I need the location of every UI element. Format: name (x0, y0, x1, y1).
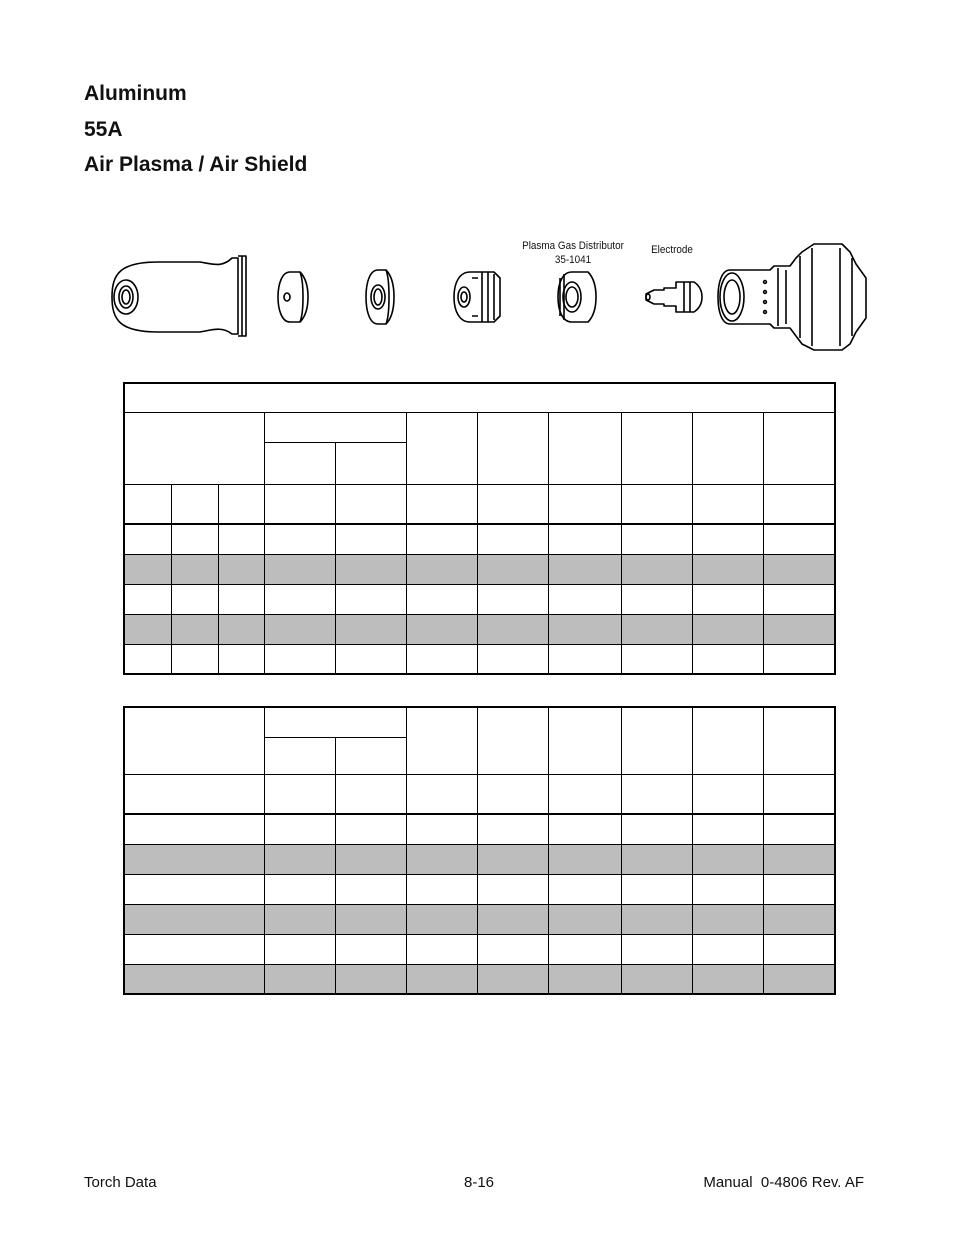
gas-distributor-number: 35-1041 (554, 254, 592, 266)
gas-distributor-part (558, 272, 596, 322)
table-row (124, 934, 835, 964)
tip-part (366, 270, 394, 324)
header-cell (335, 737, 406, 774)
torch-parts-illustration (0, 230, 954, 360)
torch-parts-drawing (0, 230, 954, 360)
header-cell (763, 412, 835, 484)
cartridge-part (454, 272, 500, 322)
header-cell (264, 737, 335, 774)
table-title-row (124, 383, 835, 412)
header-cell (406, 412, 477, 484)
header-cell (763, 707, 835, 774)
table-row (124, 964, 835, 994)
header-cell (335, 442, 406, 484)
header-cell (264, 412, 406, 442)
table-row (124, 844, 835, 874)
header-row (124, 412, 835, 442)
header-cell (692, 412, 763, 484)
footer-page-number: 8-16 (464, 1174, 495, 1191)
gas-heading: Air Plasma / Air Shield (84, 153, 308, 176)
header-cell (692, 707, 763, 774)
amperage-heading: 55A (84, 118, 123, 141)
table-row (124, 614, 835, 644)
header-cell (264, 442, 335, 484)
table-row (124, 814, 835, 844)
header-cell (621, 707, 692, 774)
header-cell (548, 412, 621, 484)
table-row (124, 874, 835, 904)
table-row (124, 904, 835, 934)
shield-part (278, 272, 308, 322)
header-cell (264, 707, 406, 737)
electrode-part (646, 282, 702, 312)
header-cell (477, 412, 548, 484)
footer-manual-number: Manual 0-4806 Rev. AF (703, 1174, 864, 1191)
header-cell (124, 707, 264, 774)
footer-section-title: Torch Data (84, 1174, 157, 1191)
header-cell (548, 707, 621, 774)
header-cell (406, 707, 477, 774)
table-row (124, 644, 835, 674)
material-heading: Aluminum (84, 82, 187, 105)
cut-chart-table-1 (123, 382, 836, 675)
gas-distributor-name: Plasma Gas Distributor (522, 240, 624, 252)
table-row (124, 524, 835, 554)
header-cell (477, 707, 548, 774)
header-row (124, 707, 835, 737)
gas-distributor-label (515, 239, 632, 267)
table-row (124, 554, 835, 584)
header-row (124, 484, 835, 524)
table-title-cell (124, 383, 835, 412)
header-cell (621, 412, 692, 484)
header-cell (124, 412, 264, 484)
torch-head-part (718, 244, 866, 350)
header-row (124, 774, 835, 814)
shield-cap-part (112, 256, 246, 336)
cut-chart-table-2 (123, 706, 836, 995)
electrode-label: Electrode (651, 244, 693, 256)
table-row (124, 584, 835, 614)
